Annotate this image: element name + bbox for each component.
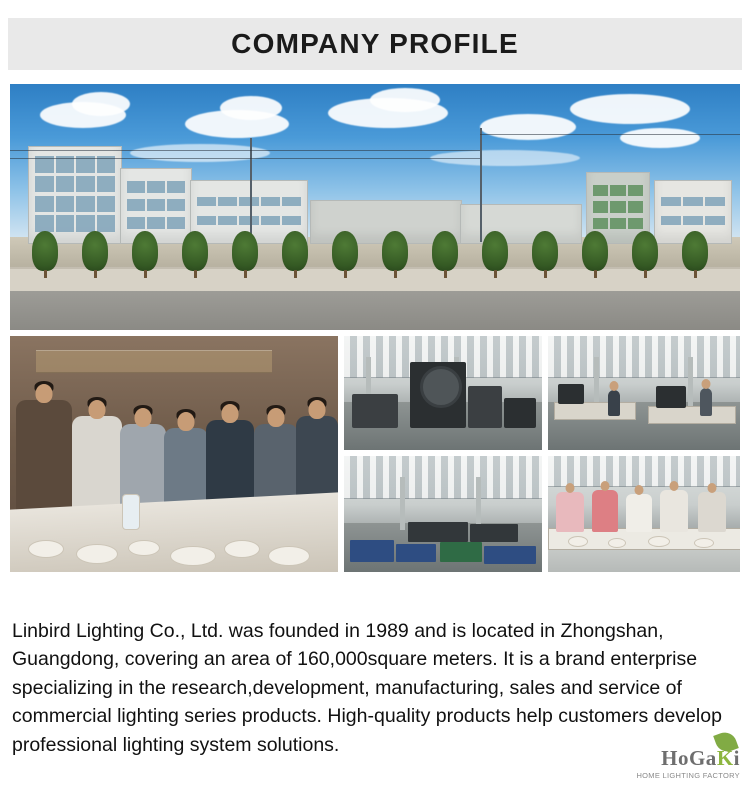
roof-structure xyxy=(344,456,542,499)
building-office-left-annex xyxy=(120,168,192,244)
watermark-logo xyxy=(630,732,742,790)
power-wire xyxy=(10,150,480,151)
water-bottle xyxy=(122,494,140,530)
machine-flywheel xyxy=(420,366,462,408)
tree xyxy=(32,231,58,271)
lamp-part xyxy=(608,538,626,548)
work-bench xyxy=(554,402,636,420)
tree xyxy=(632,231,658,271)
worker-figure xyxy=(592,490,618,532)
support-column xyxy=(400,477,405,530)
watermark-brand xyxy=(661,746,740,771)
cloud-shape xyxy=(72,92,130,116)
cloud-shape xyxy=(620,128,700,148)
tree xyxy=(332,231,358,271)
hedge-wall xyxy=(10,267,740,291)
storage-crate xyxy=(350,540,394,562)
stacked-goods xyxy=(408,522,468,542)
machine-unit xyxy=(352,394,398,428)
lamp-part xyxy=(568,536,588,547)
watermark-tagline: HOME LIGHTING FACTORY xyxy=(636,771,740,780)
tree xyxy=(532,231,558,271)
cloud-shape xyxy=(570,94,690,124)
photo-workshop-assembly xyxy=(548,336,740,450)
worker-figure xyxy=(700,388,712,416)
worker-figure xyxy=(608,390,620,416)
power-wire xyxy=(10,158,480,159)
worker-figure xyxy=(626,494,652,532)
tree xyxy=(182,231,208,271)
worker-figure xyxy=(698,492,726,532)
product-sample xyxy=(28,540,64,558)
storage-crate xyxy=(396,544,436,562)
photo-workshop-machines xyxy=(344,336,542,450)
cloud-shape xyxy=(370,88,440,112)
watermark-brand-prefix: HoGa xyxy=(661,746,717,770)
cloud-shape xyxy=(480,114,576,140)
tree xyxy=(82,231,108,271)
utility-pole xyxy=(250,138,252,242)
machine-unit xyxy=(656,386,686,408)
work-bench xyxy=(648,406,736,424)
stacked-goods xyxy=(470,524,518,542)
photo-workers-line xyxy=(548,456,740,572)
tree xyxy=(132,231,158,271)
support-column xyxy=(688,357,693,409)
tree xyxy=(282,231,308,271)
tree xyxy=(382,231,408,271)
lamp-part xyxy=(694,538,714,548)
lamp-part xyxy=(648,536,670,547)
wall-banner xyxy=(36,350,272,373)
photo-factory-exterior xyxy=(10,84,740,330)
tree xyxy=(432,231,458,271)
product-sample xyxy=(128,540,160,556)
utility-pole xyxy=(480,128,482,242)
power-wire xyxy=(480,134,740,135)
cloud-shape xyxy=(220,96,282,120)
product-sample xyxy=(268,546,310,566)
worker-figure xyxy=(556,492,584,532)
page-header-band xyxy=(8,18,742,70)
roof-structure xyxy=(548,336,740,378)
machine-unit xyxy=(504,398,536,428)
machine-unit xyxy=(558,384,584,404)
tree xyxy=(682,231,708,271)
storage-crate xyxy=(484,546,536,564)
company-description: Linbird Lighting Co., Ltd. was founded in 1989 and is located in Zhongshan, Guangdong, covering an area of 160,000square meters. It is a brand enterprise specializing in the research,development, manufacturing, sales and service of commercial lighting series products. High-quality products help customers develop professional lighting system solutions. xyxy=(12,619,722,757)
storage-crate xyxy=(440,542,482,562)
photo-meeting xyxy=(10,336,338,572)
watermark-brand-accent: K xyxy=(716,746,734,770)
support-column xyxy=(476,477,481,530)
photo-warehouse xyxy=(344,456,542,572)
building-office-left xyxy=(28,146,122,244)
product-sample xyxy=(76,544,118,564)
cloud-shape xyxy=(130,144,270,162)
tree xyxy=(482,231,508,271)
person-figure xyxy=(16,400,72,520)
machine-unit xyxy=(468,386,502,428)
watermark-brand-suffix: i xyxy=(733,746,740,770)
building-center-right xyxy=(460,204,582,244)
page-title: COMPANY PROFILE xyxy=(231,28,519,59)
product-sample xyxy=(170,546,216,566)
product-sample xyxy=(224,540,260,558)
tree xyxy=(232,231,258,271)
road-strip xyxy=(10,291,740,330)
tree xyxy=(582,231,608,271)
worker-figure xyxy=(660,490,688,532)
